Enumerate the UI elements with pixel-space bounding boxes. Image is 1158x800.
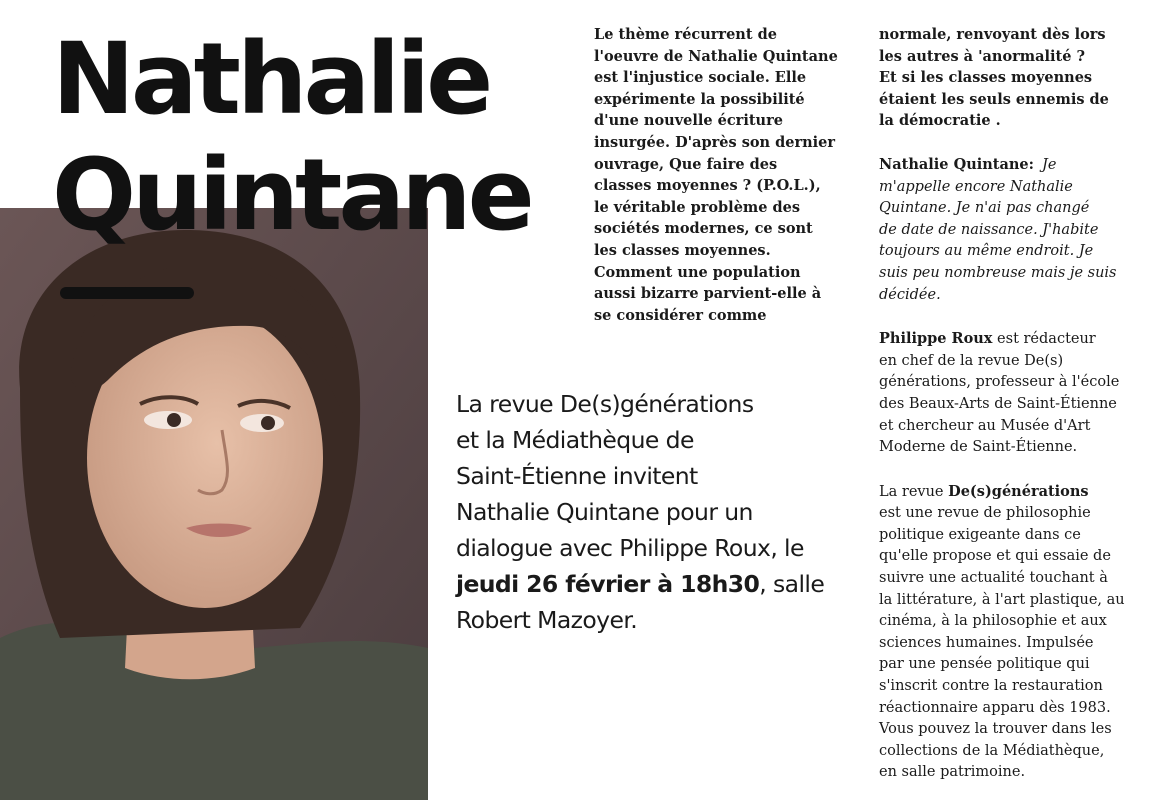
invite-line: dialogue avec Philippe Roux, le [456, 534, 804, 562]
revue-line: réactionnaire apparu dès 1983. [879, 699, 1111, 716]
roux-line: des Beaux-Arts de Saint-Étienne [879, 395, 1117, 412]
invite-line: Nathalie Quintane pour un [456, 498, 753, 526]
col1-line: d'une nouvelle écriture [594, 112, 783, 130]
article-column-1 [594, 24, 866, 326]
revue-line: la littérature, à l'art plastique, au [879, 591, 1125, 608]
quote-line: m'appelle encore Nathalie [879, 178, 1073, 195]
invite-line: et la Médiathèque de [456, 426, 694, 454]
col2-line: les autres à 'anormalité ? [879, 47, 1086, 65]
roux-line: et chercheur au Musée d'Art [879, 417, 1091, 434]
invite-line: Saint-Étienne invitent [456, 462, 698, 490]
quote-line: Quintane. Je n'ai pas changé [879, 200, 1090, 217]
revue-name: De(s)générations [948, 482, 1089, 500]
revue-line: s'inscrit contre la restauration [879, 678, 1103, 695]
quote-line: toujours au même endroit. Je [879, 243, 1094, 260]
col1-line: Comment une population [594, 263, 801, 281]
revue-line: politique exigeante dans ce [879, 526, 1081, 543]
author-quote [879, 154, 1147, 306]
col1-line: ouvrage, Que faire des [594, 155, 778, 173]
roux-name: Philippe Roux [879, 330, 993, 348]
invite-line: Robert Mazoyer. [456, 606, 638, 634]
title-line-2: Quintane [52, 138, 531, 253]
revue-line: est une revue de philosophie [879, 505, 1091, 522]
revue-description [879, 481, 1147, 784]
invite-line: , salle [759, 570, 825, 598]
col2-line: normale, renvoyant dès lors [879, 26, 1106, 43]
col1-line: expérimente la possibilité [594, 90, 805, 108]
col1-line: est l'injustice sociale. Elle [594, 69, 807, 87]
quote-line: décidée. [879, 286, 941, 303]
invitation-text [456, 386, 856, 638]
roux-bio [879, 328, 1147, 459]
article-column-2 [879, 24, 1147, 784]
col1-line: sociétés modernes, ce sont [594, 220, 813, 238]
col2-line: étaient les seuls ennemis de [879, 90, 1109, 108]
revue-line: qu'elle propose et qui essaie de [879, 548, 1111, 565]
revue-line: suivre une actualité touchant à [879, 570, 1108, 587]
col1-line: le véritable problème des [594, 198, 801, 216]
page-title [52, 22, 531, 254]
col2-line: Et si les classes moyennes [879, 69, 1093, 87]
event-date: jeudi 26 février à 18h30 [456, 570, 760, 598]
quote-label: Nathalie Quintane: [879, 155, 1035, 173]
roux-line: générations, professeur à l'école [879, 374, 1120, 391]
revue-line: collections de la Médiathèque, [879, 742, 1105, 759]
col1-line: Le thème récurrent de [594, 26, 777, 43]
revue-line: par une pensée politique qui [879, 656, 1090, 673]
roux-line: en chef de la revue De(s) [879, 352, 1064, 369]
col1-line: insurgée. D'après son dernier [594, 133, 836, 151]
title-line-1: Nathalie [52, 22, 490, 137]
quote-line: suis peu nombreuse mais je suis [879, 264, 1117, 281]
revue-line: La revue [879, 483, 949, 500]
roux-line: est rédacteur [992, 331, 1096, 348]
col2-continuation [879, 24, 1147, 132]
quote-text: Je [1042, 156, 1057, 173]
col1-line: aussi bizarre parvient-elle à [594, 285, 822, 303]
revue-line: Vous pouvez la trouver dans les [879, 721, 1112, 738]
col1-line: l'oeuvre de Nathalie Quintane [594, 47, 838, 65]
invite-line: La revue De(s)générations [456, 390, 754, 418]
col1-line: se considérer comme [594, 306, 767, 324]
quote-line: de date de naissance. J'habite [879, 221, 1099, 238]
roux-line: Moderne de Saint-Étienne. [879, 439, 1078, 456]
revue-line: sciences humaines. Impulsée [879, 634, 1094, 651]
revue-line: cinéma, à la philosophie et aux [879, 613, 1107, 630]
title-underline-bar [60, 287, 194, 299]
col1-line: classes moyennes ? (P.O.L.), [594, 177, 821, 195]
col2-line: la démocratie . [879, 112, 1001, 130]
col1-line: les classes moyennes. [594, 241, 771, 259]
revue-line: en salle patrimoine. [879, 764, 1026, 781]
